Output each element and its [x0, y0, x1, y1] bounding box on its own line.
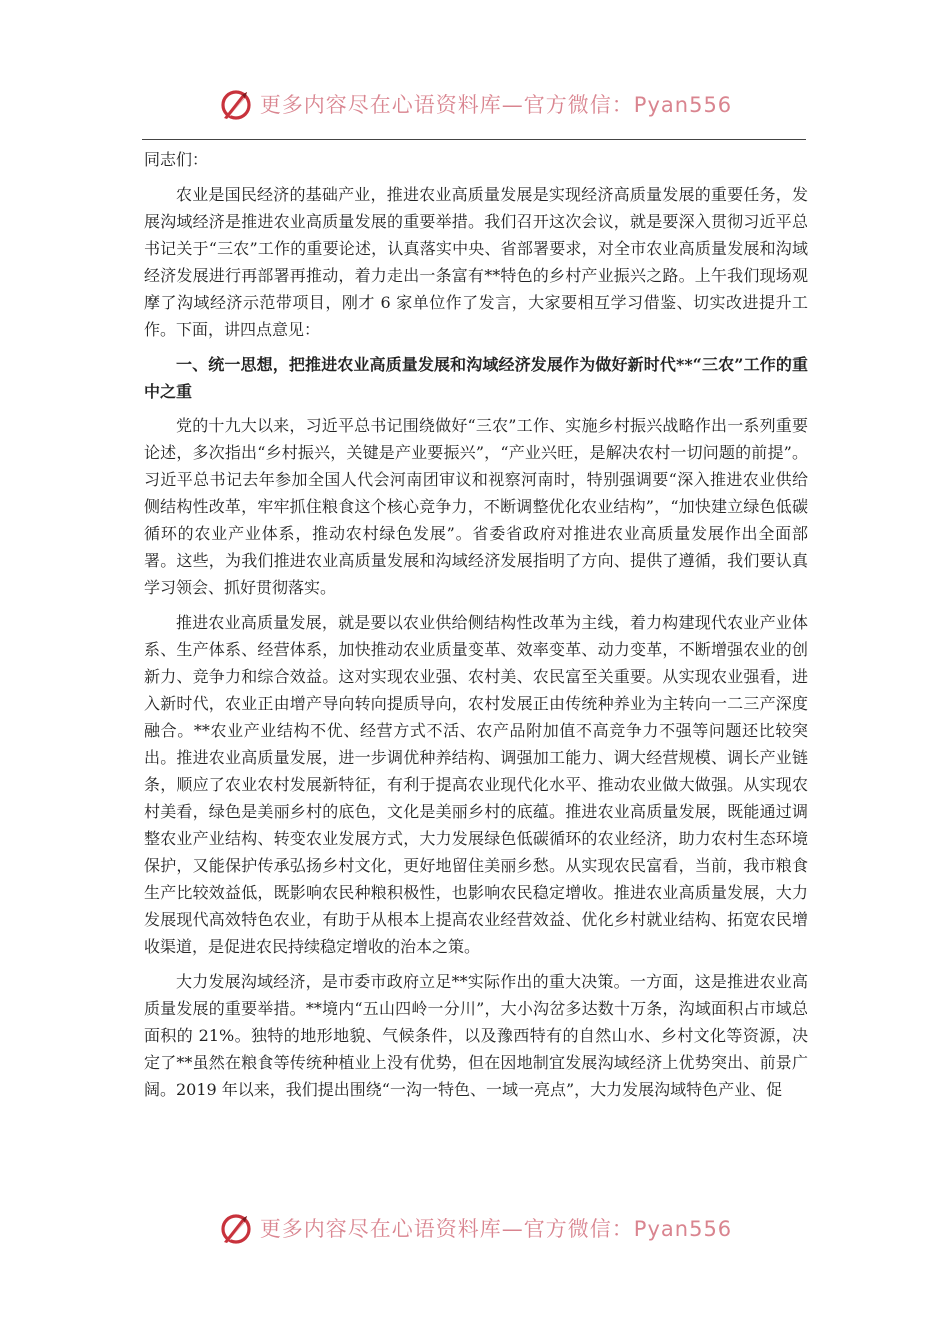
salutation: 同志们： [144, 150, 209, 169]
document-body [144, 146, 808, 1111]
banner-text: 更多内容尽在心语资料库—官方微信：Pyan556 [259, 93, 733, 117]
section-1-heading: 一、统一思想，把推进农业高质量发展和沟域经济发展作为做好新时代**“三农”工作的重中之重 [144, 355, 808, 401]
paragraph-2: 推进农业高质量发展，就是要以农业供给侧结构性改革为主线，着力构建现代农业产业体系、生产体系、经营体系，加快推动农业质量变革、效率变革、动力变革，不断增强农业的创新力、竞争力和综合效益。这对实现农业强、农村美、农民富至关重要。从实现农业强看，进入新时代，农业正由增产导向转向提质导向，农村发展正由传统种养业为主转向一二三产深度融合。**农业产业结构不优、经营方式不活、农产品附加值不高竞争力不强等问题还比较突出。推进农业高质量发展，进一步调优种养结构、调强加工能力、调大经营规模、调长产业链条，顺应了农业农村发展新特征，有利于提高农业现代化水平、推动农业做大做强。从实现农村美看，绿色是美丽乡村的底色，文化是美丽乡村的底蕴。推进农业高质量发展，既能通过调整农业产业结构、转变农业发展方式，大力发展绿色低碳循环的农业经济，助力农村生态环境保护，又能保护传承弘扬乡村文化，更好地留住美丽乡愁。从实现农民富看，当前，我市粮食生产比较效益低，既影响农民种粮积极性，也影响农民稳定增收。推进农业高质量发展，大力发展现代高效特色农业，有助于从根本上提高农业经营效益、优化乡村就业结构、拓宽农民增收渠道，是促进农民持续稳定增收的治本之策。 [144, 613, 808, 956]
paragraph-3: 大力发展沟域经济，是市委市政府立足**实际作出的重大决策。一方面，这是推进农业高质量发展的重要举措。**境内“五山四岭一分川”，大小沟岔多达数十万条，沟域面积占市域总面积的 21%。独特的地形地貌、气候条件，以及豫西特有的自然山水、乡村文化等资源，决定了**虽然在粮食等传统种植业上没有优势，但在因地制宜发展沟域经济上优势突出、前景广阔。2019 年以来，我们提出围绕“一沟一特色、一域一亮点”，大力发展沟域特色产业、促 [144, 972, 808, 1099]
paragraph-1: 党的十九大以来，习近平总书记围绕做好“三农”工作、实施乡村振兴战略作出一系列重要论述，多次指出“乡村振兴，关键是产业要振兴”，“产业兴旺，是解决农村一切问题的前提”。习近平总书记去年参加全国人代会河南团审议和视察河南时，特别强调要“深入推进农业供给侧结构性改革，牢牢抓住粮食这个核心竞争力，不断调整优化农业结构”，“加快建立绿色低碳循环的农业产业体系，推动农村绿色发展”。省委省政府对推进农业高质量发展作出全面部署。这些，为我们推进农业高质量发展和沟域经济发展指明了方向、提供了遵循，我们要认真学习领会、抓好贯彻落实。 [144, 416, 808, 597]
pen-logo-icon [218, 1210, 254, 1246]
banner-text: 更多内容尽在心语资料库—官方微信：Pyan556 [259, 1217, 733, 1241]
footer-banner [0, 1206, 950, 1250]
pen-logo-icon [218, 86, 254, 122]
intro-paragraph: 农业是国民经济的基础产业，推进农业高质量发展是实现经济高质量发展的重要任务，发展沟域经济是推进农业高质量发展的重要举措。我们召开这次会议，就是要深入贯彻习近平总书记关于“三农”工作的重要论述，认真落实中央、省部署要求，对全市农业高质量发展和沟域经济发展进行再部署再推动，着力走出一条富有**特色的乡村产业振兴之路。上午我们现场观摩了沟域经济示范带项目，刚才 6 家单位作了发言，大家要相互学习借鉴、切实改进提升工作。下面，讲四点意见： [144, 185, 808, 339]
header-divider [142, 139, 806, 140]
header-banner [0, 82, 950, 126]
